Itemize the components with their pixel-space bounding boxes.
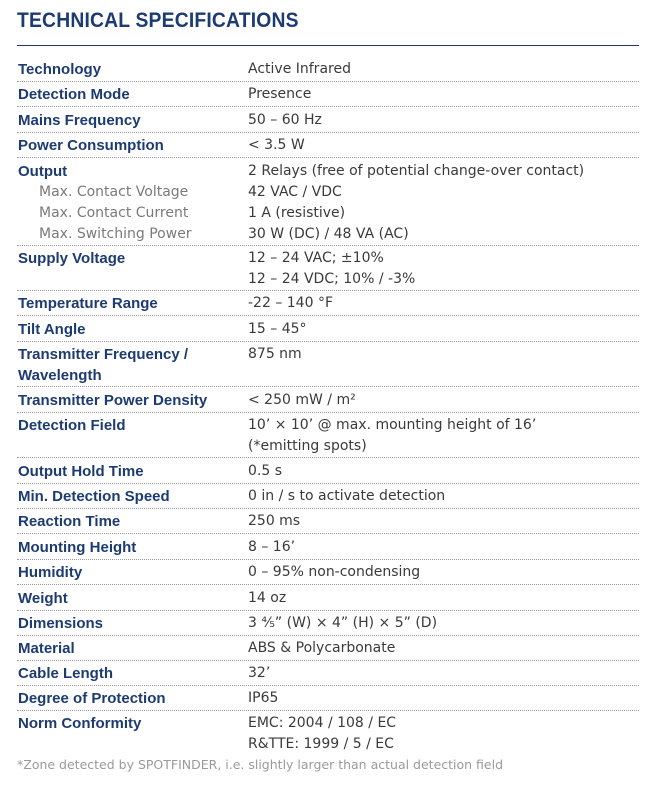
spec-value-line: Active Infrared: [248, 61, 351, 77]
spec-row-supply-voltage: [17, 248, 639, 291]
spec-label: [18, 613, 103, 634]
spec-label-line: Weight: [18, 590, 68, 607]
spec-value: [248, 613, 437, 634]
spec-value: [248, 588, 286, 609]
spec-label-line: Mounting Height: [18, 539, 137, 556]
spec-label: [18, 588, 68, 609]
spec-row-humidity: [17, 562, 639, 585]
spec-row-temperature-range: [17, 293, 639, 316]
spec-label-line: Tilt Angle: [18, 321, 86, 338]
spec-label: [18, 486, 170, 507]
spec-value-line: (*emitting spots): [248, 438, 367, 454]
spec-row-tilt-angle: [17, 319, 639, 342]
spec-label: [18, 663, 113, 684]
spec-value-line: EMC: 2004 / 108 / EC: [248, 715, 397, 731]
spec-row-cable-length: [17, 663, 639, 686]
spec-label-line: Degree of Protection: [18, 690, 166, 707]
spec-label: [18, 248, 125, 269]
spec-label: [18, 84, 130, 105]
spec-label-line: Output: [18, 163, 68, 180]
spec-value: [248, 511, 300, 532]
spec-value: [248, 638, 395, 659]
spec-value-line: 8 – 16’: [248, 539, 296, 555]
spec-label: [18, 344, 188, 386]
spec-value-line: Presence: [248, 86, 312, 102]
spec-value: [248, 688, 278, 709]
spec-label-line: Min. Detection Speed: [18, 488, 170, 505]
spec-sublabel: Max. Switching Power: [39, 226, 192, 242]
spec-row-detection-mode: [17, 84, 639, 107]
spec-row-power-consumption: [17, 135, 639, 158]
spec-row-norm-conformity: [17, 713, 639, 755]
spec-label-line: Temperature Range: [18, 295, 158, 312]
spec-label: [18, 293, 158, 314]
spec-label: [18, 638, 75, 659]
spec-label-line: Mains Frequency: [18, 112, 141, 129]
spec-value-line: 250 ms: [248, 513, 301, 529]
spec-row-min-detection-speed: [17, 486, 639, 509]
spec-label: [18, 713, 141, 734]
spec-value-line: 14 oz: [248, 590, 287, 606]
spec-value-line: < 3.5 W: [248, 137, 305, 153]
spec-value: [248, 390, 356, 411]
spec-label-line: Reaction Time: [18, 513, 121, 530]
spec-value-line: 875 nm: [248, 346, 302, 362]
spec-value-line: 12 – 24 VDC; 10% / -3%: [248, 271, 416, 287]
spec-row-transmitter-frequency-wavelength: [17, 344, 639, 387]
spec-row-detection-field: [17, 415, 639, 458]
spec-label-line: Cable Length: [18, 665, 114, 682]
spec-label-line: Output Hold Time: [18, 463, 144, 480]
spec-value: [248, 461, 282, 482]
spec-value-line: 0 – 95% non-condensing: [248, 564, 421, 580]
spec-value-line: < 250 mW / m²: [248, 392, 356, 408]
spec-label-line: Detection Mode: [18, 86, 130, 103]
spec-value-line: R&TTE: 1999 / 5 / EC: [248, 736, 394, 752]
spec-value-line: 0 in / s to activate detection: [248, 488, 446, 504]
spec-value: [248, 161, 584, 245]
spec-label: [18, 110, 141, 131]
spec-label: [18, 562, 82, 583]
spec-value-line: -22 – 140 °F: [248, 295, 333, 311]
spec-label: [18, 59, 101, 80]
spec-label: [18, 461, 144, 482]
spec-row-technology: [17, 59, 639, 82]
footnote: *Zone detected by SPOTFINDER, i.e. slightly larger than actual detection field: [17, 757, 504, 772]
spec-value: [248, 110, 322, 131]
spec-label-line: Power Consumption: [18, 137, 164, 154]
spec-row-weight: [17, 588, 639, 611]
spec-sublabel: Max. Contact Current: [39, 205, 189, 221]
spec-value: [248, 537, 295, 558]
spec-label: [18, 415, 126, 436]
spec-sublabel: Max. Contact Voltage: [39, 184, 189, 200]
spec-value-line: 1 A (resistive): [248, 205, 346, 221]
spec-row-reaction-time: [17, 511, 639, 534]
spec-value-line: 2 Relays (free of potential change-over contact): [248, 163, 585, 179]
spec-row-material: [17, 638, 639, 661]
spec-label-line: Technology: [18, 61, 102, 78]
spec-value-line: 10’ × 10’ @ max. mounting height of 16’: [248, 417, 537, 433]
spec-value: [248, 319, 307, 340]
page-title: TECHNICAL SPECIFICATIONS: [17, 9, 299, 32]
spec-label-line: Material: [18, 640, 75, 657]
spec-value: [248, 59, 351, 80]
spec-value: [248, 486, 445, 507]
title-divider: [17, 45, 639, 46]
spec-row-transmitter-power-density: [17, 390, 639, 413]
spec-value-line: 0.5 s: [248, 463, 283, 479]
spec-value-line: 15 – 45°: [248, 321, 307, 337]
spec-value: [248, 84, 311, 105]
spec-label-line: Wavelength: [18, 367, 102, 384]
spec-row-mounting-height: [17, 537, 639, 560]
spec-label: [18, 319, 86, 340]
spec-row-output-hold-time: [17, 461, 639, 484]
spec-row-dimensions: [17, 613, 639, 636]
spec-label: [18, 511, 120, 532]
spec-value: [248, 562, 420, 583]
spec-value-line: 12 – 24 VAC; ±10%: [248, 250, 384, 266]
spec-row-mains-frequency: [17, 110, 639, 133]
spec-value-line: ABS & Polycarbonate: [248, 640, 396, 656]
spec-value: [248, 663, 270, 684]
spec-value: [248, 415, 536, 457]
spec-label-line: Humidity: [18, 564, 83, 581]
spec-value-line: 50 – 60 Hz: [248, 112, 322, 128]
spec-label-line: Detection Field: [18, 417, 126, 434]
spec-label-line: Transmitter Frequency /: [18, 346, 189, 363]
spec-value-line: 42 VAC / VDC: [248, 184, 342, 200]
spec-value: [248, 344, 302, 365]
spec-label: [18, 537, 136, 558]
spec-value-line: 3 ⅘” (W) × 4” (H) × 5” (D): [248, 615, 438, 631]
spec-value: [248, 248, 415, 290]
spec-label: [18, 390, 207, 411]
spec-label: [18, 161, 67, 182]
spec-value-line: 32’: [248, 665, 271, 681]
spec-value: [248, 293, 333, 314]
spec-value-line: IP65: [248, 690, 279, 706]
spec-value: [248, 713, 396, 755]
spec-row-output: [17, 161, 639, 246]
spec-label-line: Supply Voltage: [18, 250, 126, 267]
spec-label-line: Norm Conformity: [18, 715, 142, 732]
spec-row-degree-of-protection: [17, 688, 639, 711]
spec-label: [18, 135, 164, 156]
spec-label-line: Transmitter Power Density: [18, 392, 208, 409]
spec-label-line: Dimensions: [18, 615, 104, 632]
spec-label: [18, 688, 166, 709]
spec-value: [248, 135, 305, 156]
spec-value-line: 30 W (DC) / 48 VA (AC): [248, 226, 409, 242]
